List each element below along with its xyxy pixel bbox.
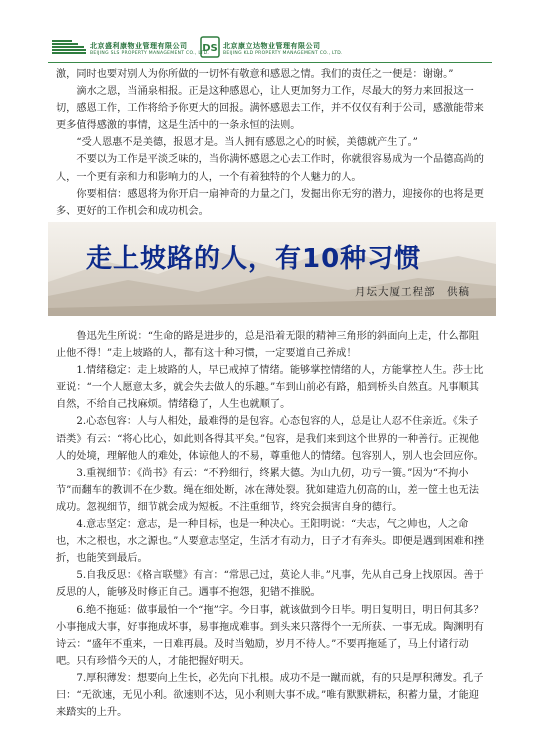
article-banner — [48, 222, 496, 316]
paragraph: 3.重视细节：《尚书》有云：“不矜细行，终累大德。为山九仞，功亏一篑。”因为“不拘小节”而翻车的教训不在少数。绳在细处断，冰在薄处裂。犹如建造九仞高的山，差一筐土也无法成功。忽视细节，细节就会成为短板。不注重细节，终究会损害自身的德行。 — [56, 467, 479, 513]
paragraph: 5.自我反思：《格言联璧》有言：“常思己过，莫论人非。”凡事，先从自己身上找原因。善于反思的人，能够及时修正自己。遇事不抱怨，犯错不推脱。 — [56, 570, 484, 599]
company2-logo-mark: DS — [202, 43, 218, 54]
paragraph: 滴水之恩，当涌泉相报。正是这种感恩心，让人更加努力工作，尽最大的努力来回报这一切，感恩工作，工作将给予你更大的回报。满怀感恩去工作，并不仅仅有利于公司，感激能带来更多值得感激的事情，这是生活中的一条永恒的法则。 — [56, 86, 484, 132]
article-body — [56, 328, 486, 721]
paragraph: 鲁迅先生所说：“生命的路是进步的，总是沿着无限的精神三角形的斜面向上走，什么都阻止他不得！”走上坡路的人，都有这十种习惯，一定要道自己养成！ — [56, 331, 479, 360]
paragraph: 不要以为工作是平淡乏味的，当你满怀感恩之心去工作时，你就很容易成为一个品德高尚的人，一个更有亲和力和影响力的人，一个有着独特的个人魅力的人。 — [56, 154, 484, 183]
article-continuation — [56, 66, 486, 220]
company2-name-en: BEIJING KLD PROPERTY MANAGEMENT CO., LTD. — [223, 51, 343, 56]
paragraph: 激，同时也要对别人为你所做的一切怀有敬意和感恩之情。我们的责任之一便是：谢谢。” — [56, 69, 454, 80]
paragraph: 6.绝不拖延：做事最怕一个“拖”字。今日事，就该做到今日毕。明日复明日，明日何其多？小事拖成大事，好事拖成坏事，易事拖成难事。到头来只落得个一无所获、一事无成。陶渊明有诗云：“盛年不重来，一日难再晨。及时当勉励，岁月不待人。”不要再拖延了，马上付诸行动吧。只有珍惜今天的人，才能把握好明天。 — [56, 604, 484, 667]
paragraph: 4.意志坚定：意志，是一种目标，也是一种决心。王阳明说：“夫志，气之帅也，人之命也，木之根也，水之源也。”人要意志坚定，生活才有动力，日子才有奔头。即便是遇到困难和挫折，也能笑到最后。 — [56, 519, 484, 565]
paragraph: 2.心态包容：人与人相处，最难得的是包容。心态包容的人，总是让人忍不住亲近。《朱子语类》有云：“将心比心，如此则各得其平矣。”包容，是我们来到这个世界的一种善行。正视他人的处境，理解他人的难处，体谅他人的不易，尊重他人的情绪。包容别人，别人也会回应你。 — [56, 416, 484, 462]
paragraph: “受人恩惠不是美德，报恩才是。当人拥有感恩之心的时候，美德就产生了。” — [76, 137, 418, 149]
paragraph: 你要相信：感恩将为你开启一扇神奇的力量之门，发掘出你无穷的潜力，迎接你的也将是更多、更好的工作机会和成功机会。 — [56, 188, 484, 217]
paragraph: 7.厚积薄发：想要向上生长，必先向下扎根。成功不是一蹴而就，有的只是厚积薄发。孔子曰：“无欲速，无见小利。欲速则不达，见小利则大事不成。”唯有默默耕耘，积蓄力量，才能迎来踏实的上升。 — [56, 672, 484, 719]
company2-name-cn: 北京康立达物业管理有限公司 — [223, 42, 321, 50]
banner-credit: 月坛大厦工程部 供稿 — [355, 286, 470, 298]
paragraph: 1.情绪稳定：走上坡路的人，早已戒掉了情绪。能够掌控情绪的人，方能掌控人生。莎士比亚说：“一个人愿意太多，就会失去做人的乐趣。”车到山前必有路，船到桥头自然直。凡事顺其自然，不给自己找麻烦。情绪稳了，人生也就顺了。 — [56, 365, 484, 411]
header-divider — [48, 62, 492, 63]
company1-logo-icon — [52, 40, 86, 54]
company1-name-cn: 北京盛利康物业管理有限公司 — [90, 42, 188, 50]
banner-title: 走上坡路的人，有10种习惯 — [86, 244, 422, 274]
page-header — [0, 0, 542, 68]
company2-logo-icon — [200, 36, 220, 58]
company1-name-en: BEIJING SLS PROPERTY MANAGEMENT CO., LTD. — [90, 51, 210, 56]
